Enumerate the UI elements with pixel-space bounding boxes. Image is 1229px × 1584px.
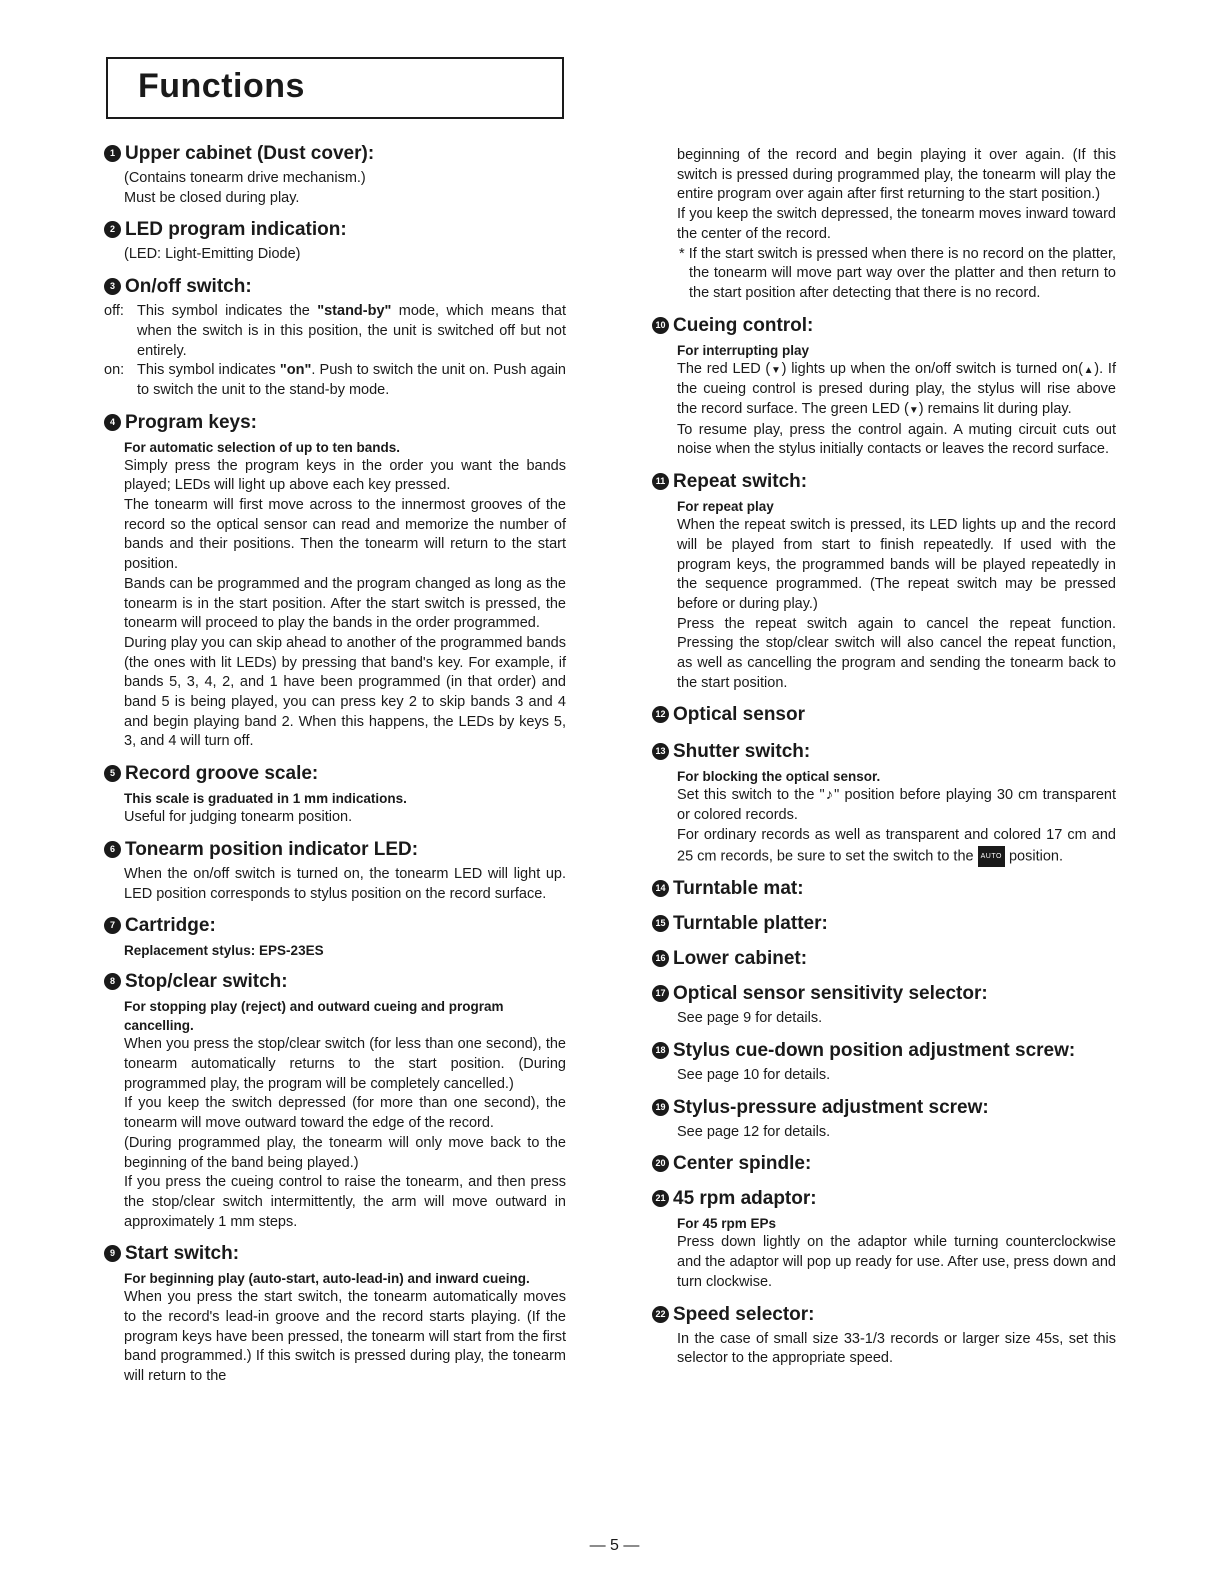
section-title: Optical sensor bbox=[673, 704, 805, 726]
section-45-rpm-adaptor bbox=[652, 1187, 1116, 1292]
number-badge-icon: 16 bbox=[652, 950, 669, 967]
paragraph: The tonearm will first move across to the innermost grooves of the record so the optical sensor can read and memorize the number of bands and their positions. Then the tonearm will return to the start position. bbox=[124, 497, 566, 573]
section-lower-cabinet bbox=[652, 947, 1116, 970]
section-title: On/off switch: bbox=[125, 276, 252, 298]
paragraph: Must be closed during play. bbox=[124, 189, 300, 206]
led-up-icon: ▲ bbox=[1082, 364, 1095, 376]
subheading: For 45 rpm EPs bbox=[677, 1216, 777, 1232]
section-tonearm-position-indicator bbox=[104, 838, 566, 904]
section-title: Stylus cue-down position adjustment screw: bbox=[673, 1039, 1076, 1061]
section-title: Optical sensor sensitivity selector: bbox=[673, 983, 988, 1005]
page-number: — 5 — bbox=[589, 1537, 640, 1554]
subheading: For stopping play (reject) and outward cueing and program cancelling. bbox=[124, 999, 504, 1034]
subheading: For interrupting play bbox=[677, 342, 810, 358]
paragraph: If you keep the switch depressed (for more than one second), the tonearm will move outward toward the edge of the record. bbox=[124, 1095, 566, 1132]
paragraph: See page 10 for details. bbox=[677, 1066, 831, 1083]
section-title: Cartridge: bbox=[125, 915, 216, 937]
section-title: 45 rpm adaptor: bbox=[673, 1188, 817, 1210]
text: The red LED ( bbox=[677, 360, 771, 377]
section-title: Speed selector: bbox=[673, 1303, 815, 1325]
number-badge-icon: 10 bbox=[652, 317, 669, 334]
led-down-icon: ▼ bbox=[770, 364, 782, 376]
text: For ordinary records as well as transparent and colored 17 cm and 25 cm records, be sure to set the switch to the bbox=[677, 826, 1116, 865]
emphasis: "on" bbox=[279, 362, 312, 379]
number-badge-icon: 12 bbox=[652, 706, 669, 723]
subheading: For beginning play (auto-start, auto-lead-in) and inward cueing. bbox=[124, 1271, 530, 1287]
section-title: Program keys: bbox=[125, 411, 258, 433]
note: * If the start switch is pressed when there is no record on the platter, the tonearm will move part way over the platter and then return to the start position after detecting that there is no record. bbox=[679, 245, 1116, 301]
section-title: LED program indication: bbox=[125, 219, 347, 241]
paragraph: (Contains tonearm drive mechanism.) bbox=[124, 170, 366, 186]
text: ). If the cueing control is presed during play, the stylus will rise above the record surface. The green LED ( bbox=[677, 360, 1116, 418]
number-badge-icon: 20 bbox=[652, 1155, 669, 1172]
paragraph: (LED: Light-Emitting Diode) bbox=[124, 246, 301, 263]
section-speed-selector bbox=[652, 1303, 1116, 1369]
text: position. bbox=[1008, 848, 1063, 865]
page-title: Functions bbox=[138, 67, 305, 105]
section-start-switch bbox=[104, 1242, 566, 1387]
led-down-icon: ▼ bbox=[908, 405, 919, 417]
section-title: Turntable platter: bbox=[673, 913, 828, 935]
number-badge-icon: 11 bbox=[652, 473, 669, 490]
section-title: Repeat switch: bbox=[673, 471, 808, 493]
definition-key: on: bbox=[104, 362, 125, 379]
section-on-off-switch bbox=[104, 275, 566, 401]
number-badge-icon: 9 bbox=[104, 1245, 121, 1262]
auto-label-icon: AUTO bbox=[978, 846, 1005, 868]
subheading: This scale is graduated in 1 mm indications. bbox=[124, 791, 407, 807]
subheading: For repeat play bbox=[677, 499, 774, 515]
text: This symbol indicates bbox=[137, 362, 280, 379]
text: ) lights up when the on/off switch is turned on( bbox=[781, 360, 1083, 377]
paragraph: See page 9 for details. bbox=[677, 1010, 823, 1027]
section-program-keys bbox=[104, 411, 566, 753]
number-badge-icon: 3 bbox=[104, 278, 121, 295]
section-stop-clear-switch bbox=[104, 970, 566, 1232]
number-badge-icon: 1 bbox=[104, 145, 121, 162]
section-title: Stylus-pressure adjustment screw: bbox=[673, 1096, 989, 1118]
section-upper-cabinet bbox=[104, 142, 566, 208]
paragraph: If you press the cueing control to raise the tonearm, and then press the stop/clear switch intermittently, the arm will move outward in approximately 1 mm steps. bbox=[124, 1174, 566, 1230]
number-badge-icon: 2 bbox=[104, 221, 121, 238]
number-badge-icon: 18 bbox=[652, 1042, 669, 1059]
number-badge-icon: 15 bbox=[652, 915, 669, 932]
paragraph bbox=[677, 360, 1116, 421]
paragraph: Bands can be programmed and the program changed as long as the tonearm is in the start position. After the start switch is pressed, the tonearm will proceed to play the bands in the order programmed. bbox=[124, 575, 566, 632]
section-cartridge bbox=[104, 914, 566, 960]
section-title: Shutter switch: bbox=[673, 741, 811, 763]
number-badge-icon: 7 bbox=[104, 917, 121, 934]
text: . Push to switch the unit on. Push again to switch the unit to the stand-by mode. bbox=[137, 362, 566, 398]
section-record-groove-scale bbox=[104, 762, 566, 828]
number-badge-icon: 19 bbox=[652, 1099, 669, 1116]
section-optical-sensor-sensitivity bbox=[652, 982, 1116, 1029]
right-column bbox=[652, 146, 1116, 1379]
paragraph: To resume play, press the control again. A muting circuit cuts out noise when the stylus initially contacts or leaves the record surface. bbox=[677, 421, 1116, 458]
paragraph: Simply press the program keys in the order you want the bands played; LEDs will light up above each key pressed. bbox=[124, 457, 566, 494]
paragraph: When you press the stop/clear switch (for less than one second), the tonearm automatically returns to the start position. (During programmed play, the program will be completely cancelled.) bbox=[124, 1036, 566, 1092]
section-repeat-switch bbox=[652, 470, 1116, 693]
text: mode, which means that when the switch is in this position, the unit is switched off but not entirely. bbox=[137, 303, 566, 359]
section-title: Record groove scale: bbox=[125, 763, 319, 785]
paragraph: Press down lightly on the adaptor while turning counterclockwise and the adaptor will pop up ready for use. After use, press down and turn clockwise. bbox=[677, 1234, 1116, 1290]
paragraph: If you keep the switch depressed, the tonearm moves inward toward the center of the record. bbox=[677, 206, 1116, 242]
section-optical-sensor bbox=[652, 703, 1116, 726]
text: This symbol indicates the bbox=[137, 303, 318, 320]
paragraph: (During programmed play, the tonearm will only move back to the beginning of the band being played.) bbox=[124, 1134, 566, 1171]
paragraph: When you press the start switch, the tonearm automatically moves to the record's lead-in groove and the record starts playing. (If the program keys have been pressed, the tonearm will start from the first band programmed.) If this switch is pressed during play, the tonearm will return to the bbox=[124, 1289, 566, 1385]
section-led-program-indication bbox=[104, 218, 566, 265]
subheading: For blocking the optical sensor. bbox=[677, 769, 881, 785]
number-badge-icon: 5 bbox=[104, 765, 121, 782]
section-center-spindle bbox=[652, 1152, 1116, 1175]
section-stylus-pressure bbox=[652, 1096, 1116, 1143]
paragraph: In the case of small size 33-1/3 records or larger size 45s, set this selector to the appropriate speed. bbox=[677, 1330, 1116, 1367]
left-column bbox=[104, 142, 566, 1397]
section-title: Upper cabinet (Dust cover): bbox=[125, 143, 375, 164]
section-title: Start switch: bbox=[125, 1243, 240, 1265]
section-turntable-platter bbox=[652, 912, 1116, 935]
paragraph: beginning of the record and begin playing it over again. (If this switch is pressed during programmed play, the tonearm will play the entire program over again after first returning to the start position.) bbox=[677, 147, 1116, 203]
paragraph: Press the repeat switch again to cancel the repeat function. Pressing the stop/clear switch will also cancel the repeat function, as well as cancelling the program and sending the tonearm back to the start position. bbox=[677, 615, 1116, 691]
section-cueing-control bbox=[652, 314, 1116, 461]
subheading: For automatic selection of up to ten bands. bbox=[124, 439, 401, 455]
definition-key: off: bbox=[104, 303, 124, 320]
title-box bbox=[106, 57, 564, 119]
paragraph: When the on/off switch is turned on, the tonearm LED will light up. LED position corresponds to stylus position on the record surface. bbox=[124, 865, 566, 902]
section-title: Turntable mat: bbox=[673, 878, 804, 900]
number-badge-icon: 17 bbox=[652, 985, 669, 1002]
paragraph: Set this switch to the "♪" position before playing 30 cm transparent or colored records. bbox=[677, 787, 1116, 824]
section-title: Stop/clear switch: bbox=[125, 971, 288, 993]
subheading: Replacement stylus: EPS-23ES bbox=[124, 943, 324, 959]
emphasis: "stand-by" bbox=[317, 303, 392, 320]
paragraph: When the repeat switch is pressed, its LED lights up and the record will be played from start to finish repeatedly. If used with the program keys, the programmed bands will be played repeatedly in the sequence programmed. (The repeat switch may be pressed before or during play.) bbox=[677, 517, 1116, 612]
text: ) remains lit during play. bbox=[918, 401, 1072, 418]
section-title: Tonearm position indicator LED: bbox=[125, 838, 419, 860]
definition-off bbox=[104, 302, 566, 361]
number-badge-icon: 4 bbox=[104, 414, 121, 431]
number-badge-icon: 8 bbox=[104, 973, 121, 990]
number-badge-icon: 14 bbox=[652, 880, 669, 897]
number-badge-icon: 6 bbox=[104, 841, 121, 858]
section-title: Cueing control: bbox=[673, 314, 814, 336]
paragraph: Useful for judging tonearm position. bbox=[124, 809, 353, 826]
section-title: Lower cabinet: bbox=[673, 948, 808, 970]
section-title: Center spindle: bbox=[673, 1153, 812, 1175]
paragraph bbox=[677, 826, 1116, 867]
section-turntable-mat bbox=[652, 877, 1116, 900]
number-badge-icon: 22 bbox=[652, 1306, 669, 1323]
paragraph: During play you can skip ahead to another of the programmed bands (the ones with lit LEDs) by pressing that band's key. For example, if bands 5, 3, 4, 2, and 1 have been programmed (in that order) and band 5 is being played, you can press key 2 to skip bands 3 and 4 and begin playing band 2. When this happens, the LEDs by keys 5, 3, and 4 will turn off. bbox=[124, 634, 566, 750]
number-badge-icon: 21 bbox=[652, 1190, 669, 1207]
section-shutter-switch bbox=[652, 740, 1116, 867]
definition-on bbox=[104, 361, 566, 400]
section-start-switch-continued bbox=[652, 146, 1116, 304]
section-stylus-cue-down bbox=[652, 1039, 1116, 1086]
number-badge-icon: 13 bbox=[652, 743, 669, 760]
paragraph: See page 12 for details. bbox=[677, 1123, 831, 1140]
